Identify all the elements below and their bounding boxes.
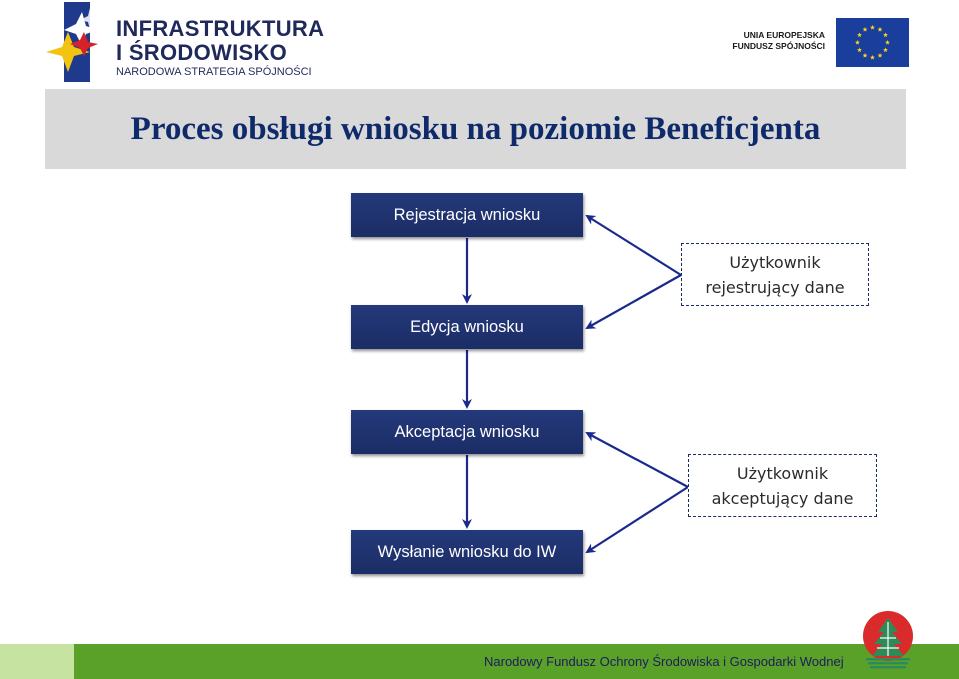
arrow-role2-to-step4	[587, 487, 688, 552]
eu-label	[732, 30, 825, 52]
footer-accent	[0, 644, 74, 679]
program-logo-icon	[40, 0, 120, 84]
arrow-role1-to-step2	[587, 275, 681, 328]
arrow-role2-to-step3	[587, 433, 688, 487]
eu-label-line2: FUNDUSZ SPÓJNOŚCI	[732, 41, 825, 51]
nfosigw-logo-icon	[860, 610, 916, 672]
program-name-line1: INFRASTRUKTURA	[116, 16, 325, 41]
arrow-role1-to-step1	[587, 216, 681, 275]
program-name-line2: I ŚRODOWISKO	[116, 40, 288, 65]
role-registering-user	[681, 243, 869, 306]
role-accepting-user-line1: Użytkownik	[736, 464, 829, 483]
role-accepting-user	[688, 454, 877, 517]
role-registering-user-line1: Użytkownik	[729, 253, 821, 272]
step-akceptacja-wniosku: Akceptacja wniosku	[351, 410, 583, 454]
role-registering-user-line2: rejestrujący dane	[705, 278, 845, 297]
step-wyslanie-wniosku: Wysłanie wniosku do IW	[351, 530, 583, 574]
eu-label-line1: UNIA EUROPEJSKA	[743, 30, 825, 40]
step-edycja-wniosku: Edycja wniosku	[351, 305, 583, 349]
eu-flag-icon	[836, 18, 909, 67]
program-name-line3: NARODOWA STRATEGIA SPÓJNOŚCI	[116, 66, 312, 78]
infrastruktura-srodowisko-logo	[40, 0, 325, 84]
page-title: Proces obsługi wniosku na poziomie Beneficjenta	[130, 110, 821, 147]
role-accepting-user-line2: akceptujący dane	[711, 489, 854, 508]
step-rejestracja-wniosku: Rejestracja wniosku	[351, 193, 583, 237]
footer-text: Narodowy Fundusz Ochrony Środowiska i Gospodarki Wodnej	[484, 654, 844, 669]
